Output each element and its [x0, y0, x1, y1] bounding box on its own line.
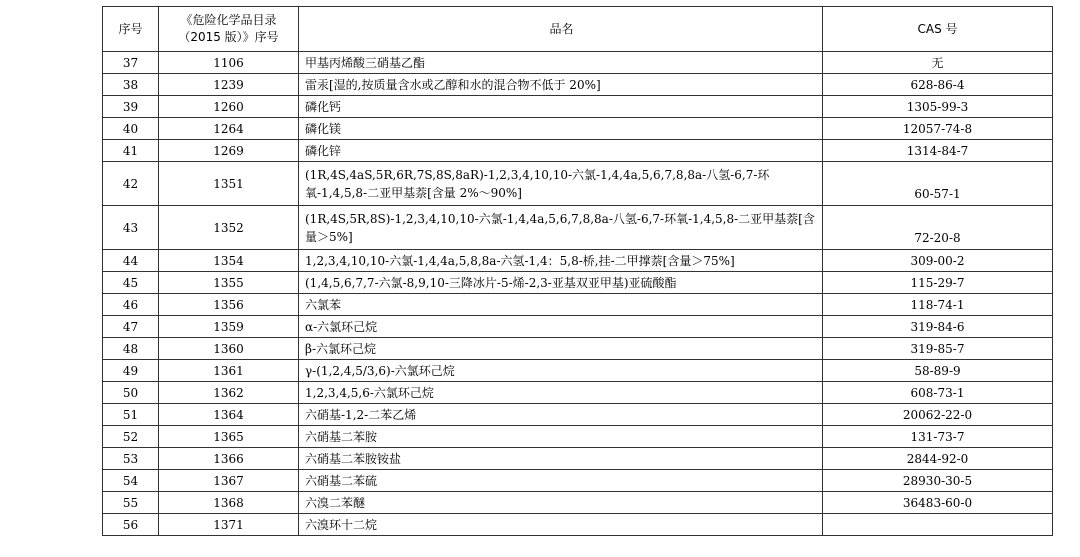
- cell-name: 六硝基二苯胺: [299, 426, 823, 448]
- table-row: [103, 118, 1053, 140]
- cell-name: 1,2,3,4,10,10-六氯-1,4,4a,5,8,8a-六氢-1,4：5,8-桥,挂-二甲撑萘[含量＞75%]: [299, 250, 823, 272]
- hazardous-chemicals-table: [102, 6, 1053, 536]
- header-cas: CAS 号: [823, 7, 1053, 52]
- table-row: [103, 250, 1053, 272]
- cell-name: 六硝基二苯胺铵盐: [299, 448, 823, 470]
- cell-index: 46: [103, 294, 159, 316]
- cell-name: α-六氯环己烷: [299, 316, 823, 338]
- table-header-row: [103, 7, 1053, 52]
- cell-index: 37: [103, 52, 159, 74]
- table-row: [103, 316, 1053, 338]
- cell-index: 55: [103, 492, 159, 514]
- cell-catalog-number: 1359: [159, 316, 299, 338]
- header-name: 品名: [299, 7, 823, 52]
- table-row: [103, 404, 1053, 426]
- cell-cas: 319-85-7: [823, 338, 1053, 360]
- table-row: [103, 492, 1053, 514]
- cell-index: 51: [103, 404, 159, 426]
- cell-cas: 28930-30-5: [823, 470, 1053, 492]
- cell-name: 六硝基二苯硫: [299, 470, 823, 492]
- cell-catalog-number: 1366: [159, 448, 299, 470]
- cell-cas: 319-84-6: [823, 316, 1053, 338]
- cell-name: 六溴环十二烷: [299, 514, 823, 536]
- cell-name: 1,2,3,4,5,6-六氯环己烷: [299, 382, 823, 404]
- cell-index: 41: [103, 140, 159, 162]
- cell-index: 42: [103, 162, 159, 206]
- table-row: [103, 338, 1053, 360]
- cell-cas: 1314-84-7: [823, 140, 1053, 162]
- header-catalog-number: [159, 7, 299, 52]
- table-row: [103, 140, 1053, 162]
- cell-cas: 72-20-8: [823, 206, 1053, 250]
- cell-cas: 115-29-7: [823, 272, 1053, 294]
- cell-cas: 608-73-1: [823, 382, 1053, 404]
- table-body: [103, 52, 1053, 536]
- cell-index: 43: [103, 206, 159, 250]
- table-row: [103, 448, 1053, 470]
- cell-catalog-number: 1362: [159, 382, 299, 404]
- cell-name: β-六氯环己烷: [299, 338, 823, 360]
- cell-name: 磷化锌: [299, 140, 823, 162]
- cell-catalog-number: 1355: [159, 272, 299, 294]
- cell-index: 54: [103, 470, 159, 492]
- cell-name: (1,4,5,6,7,7-六氯-8,9,10-三降冰片-5-烯-2,3-亚基双亚甲基)亚硫酸酯: [299, 272, 823, 294]
- cell-catalog-number: 1368: [159, 492, 299, 514]
- cell-name: 雷汞[湿的,按质量含水或乙醇和水的混合物不低于 20%]: [299, 74, 823, 96]
- cell-catalog-number: 1361: [159, 360, 299, 382]
- cell-catalog-number: 1360: [159, 338, 299, 360]
- cell-catalog-number: 1264: [159, 118, 299, 140]
- cell-catalog-number: 1371: [159, 514, 299, 536]
- cell-index: 38: [103, 74, 159, 96]
- cell-cas: 1305-99-3: [823, 96, 1053, 118]
- cell-cas: 20062-22-0: [823, 404, 1053, 426]
- cell-catalog-number: 1351: [159, 162, 299, 206]
- cell-cas: 36483-60-0: [823, 492, 1053, 514]
- cell-index: 56: [103, 514, 159, 536]
- cell-name: 六硝基-1,2-二苯乙烯: [299, 404, 823, 426]
- cell-name: 磷化钙: [299, 96, 823, 118]
- cell-catalog-number: 1269: [159, 140, 299, 162]
- cell-index: 53: [103, 448, 159, 470]
- table-row: [103, 206, 1053, 250]
- table-row: [103, 272, 1053, 294]
- table-row: [103, 360, 1053, 382]
- cell-cas: 12057-74-8: [823, 118, 1053, 140]
- cell-cas: 58-89-9: [823, 360, 1053, 382]
- cell-index: 44: [103, 250, 159, 272]
- cell-name: (1R,4S,5R,8S)-1,2,3,4,10,10-六氯-1,4,4a,5,6,7,8,8a-八氢-6,7-环氧-1,4,5,8-二亚甲基萘[含量＞5%]: [299, 206, 823, 250]
- cell-name: 六溴二苯醚: [299, 492, 823, 514]
- cell-catalog-number: 1365: [159, 426, 299, 448]
- cell-cas: [823, 514, 1053, 536]
- table-row: [103, 74, 1053, 96]
- cell-name: 六氯苯: [299, 294, 823, 316]
- cell-index: 48: [103, 338, 159, 360]
- cell-catalog-number: 1106: [159, 52, 299, 74]
- table-row: [103, 52, 1053, 74]
- table-row: [103, 96, 1053, 118]
- cell-index: 50: [103, 382, 159, 404]
- table-row: [103, 294, 1053, 316]
- cell-name: γ-(1,2,4,5/3,6)-六氯环己烷: [299, 360, 823, 382]
- header-catalog-line2: （2015 版）》序号: [178, 30, 279, 44]
- cell-cas: 无: [823, 52, 1053, 74]
- cell-cas: 118-74-1: [823, 294, 1053, 316]
- cell-catalog-number: 1352: [159, 206, 299, 250]
- cell-name: 磷化镁: [299, 118, 823, 140]
- cell-catalog-number: 1367: [159, 470, 299, 492]
- cell-index: 49: [103, 360, 159, 382]
- cell-catalog-number: 1364: [159, 404, 299, 426]
- table-row: [103, 514, 1053, 536]
- cell-cas: 131-73-7: [823, 426, 1053, 448]
- cell-catalog-number: 1260: [159, 96, 299, 118]
- table-row: [103, 426, 1053, 448]
- cell-cas: 2844-92-0: [823, 448, 1053, 470]
- cell-catalog-number: 1354: [159, 250, 299, 272]
- cell-index: 45: [103, 272, 159, 294]
- cell-cas: 309-00-2: [823, 250, 1053, 272]
- header-index: 序号: [103, 7, 159, 52]
- cell-index: 52: [103, 426, 159, 448]
- table-row: [103, 162, 1053, 206]
- cell-cas: 60-57-1: [823, 162, 1053, 206]
- table-row: [103, 382, 1053, 404]
- cell-name: 甲基丙烯酸三硝基乙酯: [299, 52, 823, 74]
- table-row: [103, 470, 1053, 492]
- cell-index: 40: [103, 118, 159, 140]
- cell-catalog-number: 1239: [159, 74, 299, 96]
- cell-index: 47: [103, 316, 159, 338]
- cell-index: 39: [103, 96, 159, 118]
- cell-name: (1R,4S,4aS,5R,6R,7S,8S,8aR)-1,2,3,4,10,10-六氯-1,4,4a,5,6,7,8,8a-八氢-6,7-环氧-1,4,5,8-二亚甲基萘[含量 2%～90%]: [299, 162, 823, 206]
- cell-catalog-number: 1356: [159, 294, 299, 316]
- header-catalog-line1: 《危险化学品目录: [180, 13, 277, 27]
- cell-cas: 628-86-4: [823, 74, 1053, 96]
